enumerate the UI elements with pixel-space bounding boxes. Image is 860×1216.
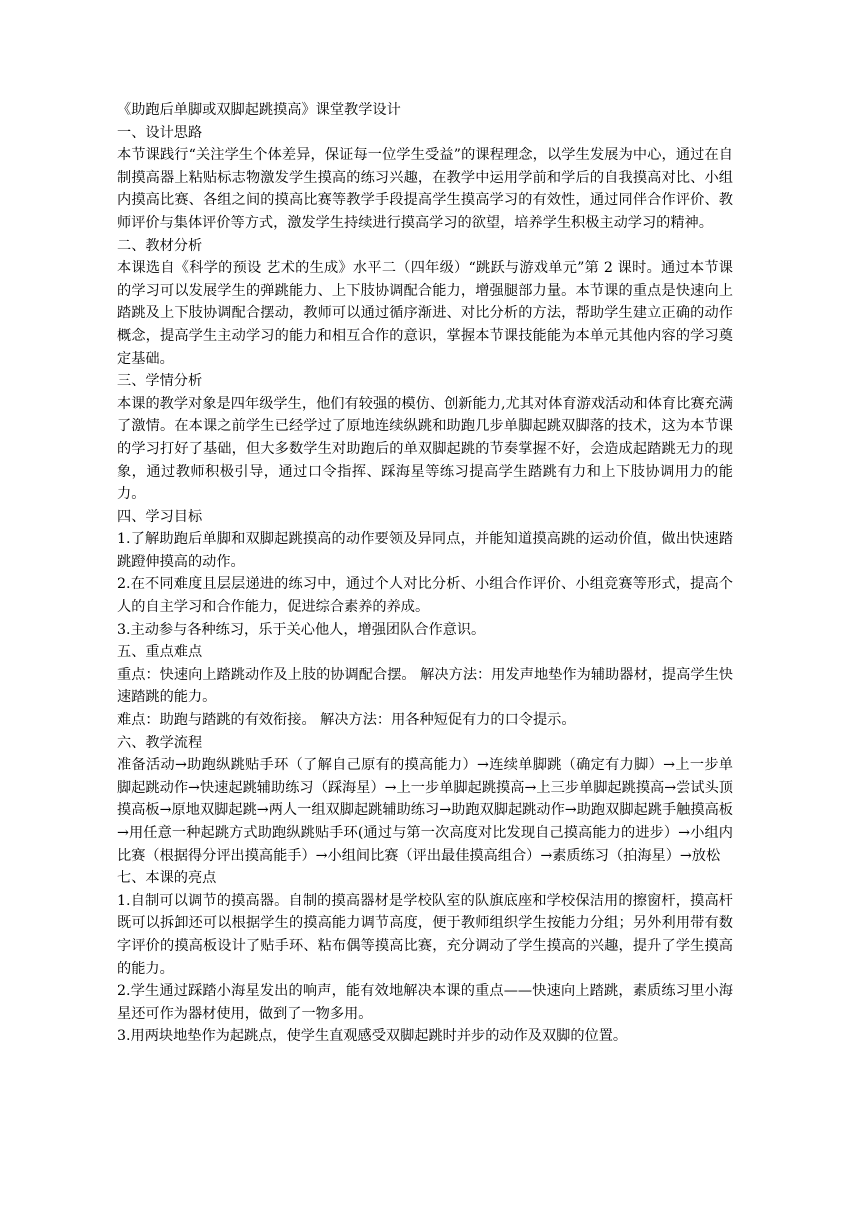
section-heading-student-analysis: 三、学情分析 — [117, 373, 203, 390]
section-heading-design-idea: 一、设计思路 — [117, 124, 203, 141]
highlight-item: 1.自制可以调节的摸高器。自制的摸高器材是学校队室的队旗底座和学校保洁用的擦窗杆，摸高杆既可以拆卸还可以根据学生的摸高能力调节高度，便于教师组织学生按能力分组；另外利用带有数字评价的摸高板设计了贴手环、粘布偶等摸高比赛，充分调动了学生摸高的兴趣，提升了学生摸高的能力。 — [117, 892, 733, 977]
process-flow: 准备活动→助跑纵跳贴手环（了解自己原有的摸高能力）→连续单脚跳（确定有力脚）→上一步单脚起跳动作→快速起跳辅助练习（踩海星）→上一步单脚起跳摸高→上三步单脚起跳摸高→尝试头顶摸高板→原地双脚起跳→两人一组双脚起跳辅助练习→助跑双脚起跳动作→助跑双脚起跳手触摸高板→用任意一种起跳方式助跑纵跳贴手环(通过与第一次高度对比发现自己摸高能力的进步）→小组内比赛（根据得分评出摸高能手）→小组间比赛（评出最佳摸高组合）→素质练习（拍海星）→放松 — [117, 757, 733, 864]
section-heading-learning-goals: 四、学习目标 — [117, 508, 203, 525]
goal-item: 3.主动参与各种练习，乐于关心他人，增强团队合作意识。 — [117, 621, 486, 638]
section-heading-material-analysis: 二、教材分析 — [117, 237, 203, 254]
key-point-item: 重点：快速向上踏跳动作及上肢的协调配合摆。 解决方法：用发声地垫作为辅助器材，提高学生快速踏跳的能力。 — [117, 666, 733, 706]
section-paragraph: 本节课践行“关注学生个体差异，保证每一位学生受益”的课程理念，以学生发展为中心，通过在自制摸高器上粘贴标志物激发学生摸高的练习兴趣，在教学中运用学前和学后的自我摸高对比、小组内摸高比赛、各组之间的摸高比赛等教学手段提高学生摸高学习的有效性，通过同伴合作评价、教师评价与集体评价等方式，激发学生持续进行摸高学习的欲望，培养学生积极主动学习的精神。 — [117, 147, 733, 231]
section-paragraph: 本课的教学对象是四年级学生，他们有较强的模仿、创新能力,尤其对体育游戏活动和体育比赛充满了激情。在本课之前学生已经学过了原地连续纵跳和助跑几步单脚起跳双脚落的技术，这为本节课的学习打好了基础，但大多数学生对助跑后的单双脚起跳的节奏掌握不好，会造成起踏跳无力的现象，通过教师积极引导，通过口令指挥、踩海星等练习提高学生踏跳有力和上下肢协调用力的能力。 — [117, 395, 733, 503]
section-heading-teaching-process: 六、教学流程 — [117, 734, 203, 751]
goal-item: 1.了解助跑后单脚和双脚起跳摸高的动作要领及异同点，并能知道摸高跳的运动价值，做出快速踏跳蹬伸摸高的动作。 — [117, 531, 733, 570]
section-heading-key-difficulties: 五、重点难点 — [117, 644, 203, 661]
document-page — [117, 99, 733, 1048]
section-heading-highlights: 七、本课的亮点 — [117, 870, 217, 887]
highlight-item: 2.学生通过踩踏小海星发出的响声，能有效地解决本课的重点——快速向上踏跳，素质练习里小海星还可作为器材使用，做到了一物多用。 — [117, 983, 733, 1022]
document-title: 《助跑后单脚或双脚起跳摸高》课堂教学设计 — [117, 102, 401, 118]
goal-item: 2.在不同难度且层层递进的练习中，通过个人对比分析、小组合作评价、小组竞赛等形式，提高个人的自主学习和合作能力，促进综合素养的养成。 — [117, 576, 733, 616]
difficulty-item: 难点：助跑与踏跳的有效衔接。 解决方法：用各种短促有力的口令提示。 — [117, 712, 576, 729]
highlight-item: 3.用两块地垫作为起跳点，使学生直观感受双脚起跳时并步的动作及双脚的位置。 — [117, 1028, 628, 1045]
section-paragraph: 本课选自《科学的预设 艺术的生成》水平二（四年级）“跳跃与游戏单元”第 2 课时。通过本节课的学习可以发展学生的弹跳能力、上下肢协调配合能力，增强腿部力量。本节课的重点是快速向上踏跳及上下肢协调配合摆动，教师可以通过循序渐进、对比分析的方法，帮助学生建立正确的动作概念，提高学生主动学习的能力和相互合作的意识，掌握本节课技能能为本单元其他内容的学习奠定基础。 — [117, 260, 733, 367]
